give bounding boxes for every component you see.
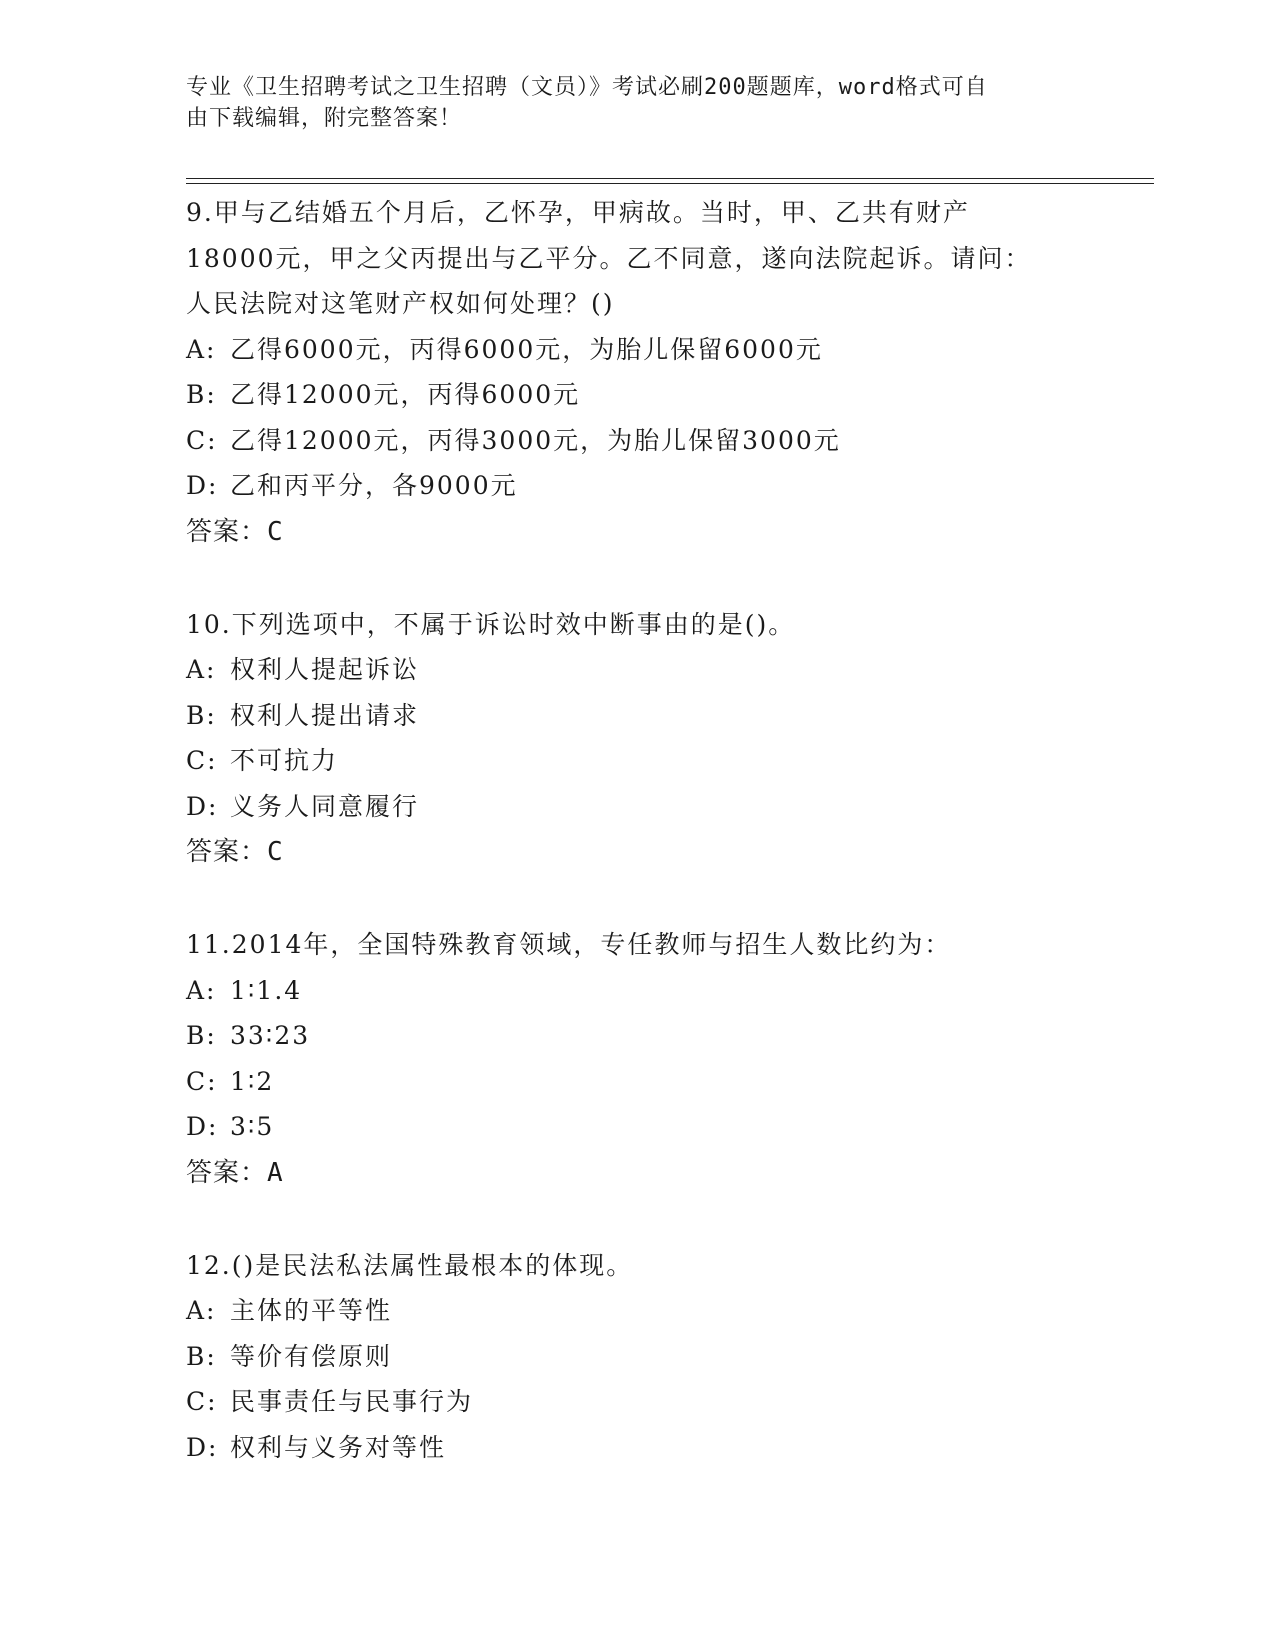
option-d: [186, 784, 1086, 830]
option-b: [186, 1013, 1086, 1059]
header-divider-bottom: [186, 183, 1154, 184]
answer-label: 答案：: [186, 516, 268, 547]
option-key: C:: [186, 1066, 218, 1096]
option-d: [186, 463, 1086, 509]
question-stem-line: 9.甲与乙结婚五个月后，乙怀孕，甲病故。当时，甲、乙共有财产: [186, 198, 970, 227]
option-c: [186, 1379, 1086, 1425]
answer-line: [186, 509, 1086, 555]
answer-label: 答案：: [186, 1157, 268, 1188]
option-text: 乙得12000元，丙得3000元，为胎儿保留3000元: [230, 425, 841, 455]
option-text: 权利人提出请求: [230, 700, 420, 730]
document-header: [186, 72, 1066, 134]
option-text: 主体的平等性: [230, 1296, 393, 1325]
option-a: [186, 327, 1086, 373]
option-key: A:: [186, 1296, 217, 1325]
option-key: D:: [186, 1112, 219, 1141]
question-11: [186, 922, 1086, 1196]
option-b: [186, 372, 1086, 418]
answer-value: C: [267, 516, 284, 547]
header-divider-top: [186, 178, 1154, 179]
option-key: B:: [186, 700, 217, 730]
answer-line: [186, 829, 1086, 875]
header-line-2: 由下载编辑，附完整答案！: [186, 106, 463, 131]
option-text: 1∶2: [230, 1066, 275, 1096]
option-text: 1∶1.4: [230, 975, 303, 1005]
option-a: [186, 647, 1086, 693]
option-a: [186, 968, 1086, 1014]
question-stem-line: 12.()是民法私法属性最根本的体现。: [186, 1250, 634, 1280]
option-key: C:: [186, 1387, 218, 1416]
option-key: A:: [186, 655, 217, 684]
answer-value: A: [267, 1157, 284, 1188]
option-key: A:: [186, 334, 217, 364]
option-c: [186, 418, 1086, 464]
option-text: 等价有偿原则: [230, 1341, 393, 1371]
option-d: [186, 1104, 1086, 1150]
option-d: [186, 1425, 1086, 1471]
option-key: C:: [186, 746, 218, 775]
option-a: [186, 1288, 1086, 1334]
question-stem-line: 人民法院对这笔财产权如何处理？(): [186, 289, 615, 318]
header-line-1: 专业《卫生招聘考试之卫生招聘（文员）》考试必刷200题题库，word格式可自: [186, 75, 988, 100]
option-text: 乙和丙平分，各9000元: [230, 471, 518, 500]
option-key: B:: [186, 1021, 217, 1050]
option-key: A:: [186, 975, 217, 1005]
option-key: B:: [186, 1341, 217, 1371]
option-key: C:: [186, 425, 218, 455]
answer-value: C: [267, 837, 284, 867]
option-key: B:: [186, 380, 217, 409]
option-text: 乙得6000元，丙得6000元，为胎儿保留6000元: [230, 334, 823, 364]
option-key: D:: [186, 791, 219, 821]
option-c: [186, 1059, 1086, 1105]
option-b: [186, 1334, 1086, 1380]
answer-label: 答案：: [186, 837, 268, 867]
option-text: 乙得12000元，丙得6000元: [230, 380, 581, 409]
question-stem-line: 11.2014年，全国特殊教育领域，专任教师与招生人数比约为：: [186, 930, 952, 959]
option-text: 民事责任与民事行为: [230, 1387, 474, 1416]
answer-line: [186, 1150, 1086, 1196]
option-key: D:: [186, 471, 219, 500]
option-text: 权利与义务对等性: [230, 1432, 447, 1462]
option-b: [186, 693, 1086, 739]
option-text: 权利人提起诉讼: [230, 655, 420, 684]
option-text: 3∶5: [230, 1112, 275, 1141]
option-text: 不可抗力: [230, 746, 339, 775]
option-key: D:: [186, 1432, 219, 1462]
question-stem-line: 18000元，甲之父丙提出与乙平分。乙不同意，遂向法院起诉。请问：: [186, 243, 1032, 273]
question-9: [186, 190, 1086, 555]
option-text: 义务人同意履行: [230, 791, 420, 821]
question-12: [186, 1243, 1086, 1471]
question-list: [186, 190, 1086, 1517]
option-text: 33∶23: [230, 1021, 311, 1050]
option-c: [186, 738, 1086, 784]
question-stem-line: 10.下列选项中，不属于诉讼时效中断事由的是()。: [186, 609, 796, 639]
question-10: [186, 602, 1086, 876]
